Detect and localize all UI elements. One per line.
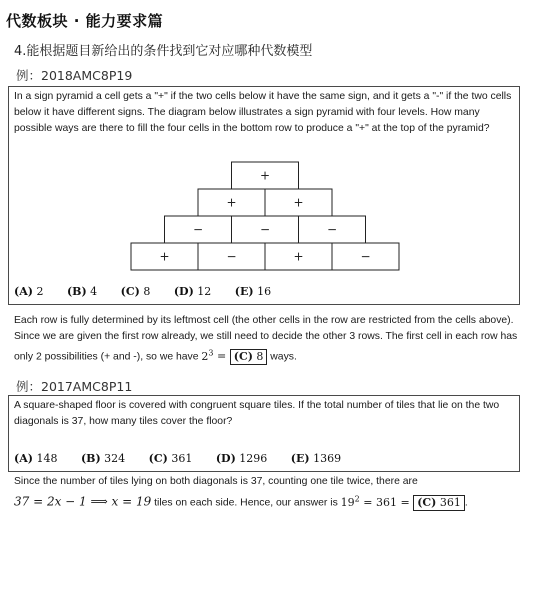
pyramid-sign: + — [259, 168, 271, 183]
problem-text: In a sign pyramid a cell gets a "+" if the two cells below it have the same sign, and it gets a "-" if the two cells below it have different signs. The diagram below illustrates a sign pyramid with four levels. How many possible ways are there to fill the four cells in the bottom row to produce a "+" at the top of the pyramid? — [14, 91, 512, 134]
example-label-2: 例：2017AMC8P11 — [16, 379, 133, 394]
pyramid-sign: − — [326, 222, 338, 237]
pyramid-sign: − — [259, 222, 271, 237]
choice-d: (D) 12 — [173, 285, 212, 298]
problem-text-2: A square-shaped floor is covered with congruent square tiles. If the total number of tiles that lie on the two diagonals is 37, how many tiles cover the floor? — [14, 400, 500, 427]
choice-c: (C) 361 — [148, 452, 193, 465]
pyramid-sign: − — [360, 249, 371, 264]
problem-box-2 — [8, 395, 520, 472]
choice-e: (E) 1369 — [290, 452, 342, 465]
problem-box — [8, 86, 520, 305]
choice-e: (E) 16 — [234, 285, 272, 298]
choice-b: (B) 4 — [66, 285, 98, 298]
example-label: 例：2018AMC8P19 — [16, 68, 133, 83]
pyramid-sign: + — [293, 249, 304, 264]
pyramid-sign: − — [192, 222, 204, 237]
solution-line-2 — [14, 491, 527, 512]
solution-line-1: Since the number of tiles lying on both diagonals is 37, counting one tile twice, there are — [14, 476, 418, 487]
solution-text-2 — [14, 474, 527, 512]
solution-text — [14, 313, 527, 366]
choice-c: (C) 8 — [120, 285, 151, 298]
page-title: 代数板块 · 能力要求篇 — [6, 12, 164, 30]
solution-equation: 37 = 2x − 1 ⟹ x = 19 — [14, 494, 152, 509]
choice-b: (B) 324 — [80, 452, 126, 465]
choice-d: (D) 1296 — [215, 452, 268, 465]
answer-choices — [14, 285, 291, 298]
choice-a: (A) 2 — [14, 285, 44, 298]
solution-square: $19^2 = 361$ = — [340, 494, 414, 509]
pyramid-sign: + — [293, 195, 304, 210]
sign-pyramid-diagram — [9, 87, 521, 306]
solution-power: $2^3$ — [201, 348, 214, 363]
solution-answer-box-2: (C) 361 — [413, 495, 465, 511]
page-subtitle: 4.能根据题目新给出的条件找到它对应哪种代数模型 — [14, 44, 313, 59]
pyramid-sign: + — [159, 249, 170, 264]
answer-choices-2 — [14, 452, 361, 465]
solution-answer-box: (C) 8 — [230, 349, 268, 365]
solution-end-2: . — [464, 497, 468, 509]
choice-a: (A) 148 — [14, 452, 58, 465]
solution-equals: = — [213, 349, 230, 363]
solution-end: ways. — [267, 351, 297, 363]
pyramid-sign: + — [226, 195, 237, 210]
solution-body: Each row is fully determined by its leftmost cell (the other cells in the row are restricted from the cells above). Since we are given the first row already, we still need to decide the other 3 rows. The first cell in each row has only 2 possibilities (+ and -), so we have — [14, 315, 518, 363]
pyramid-sign: − — [226, 249, 237, 264]
solution-middle: tiles on each side. Hence, our answer is — [151, 497, 341, 509]
